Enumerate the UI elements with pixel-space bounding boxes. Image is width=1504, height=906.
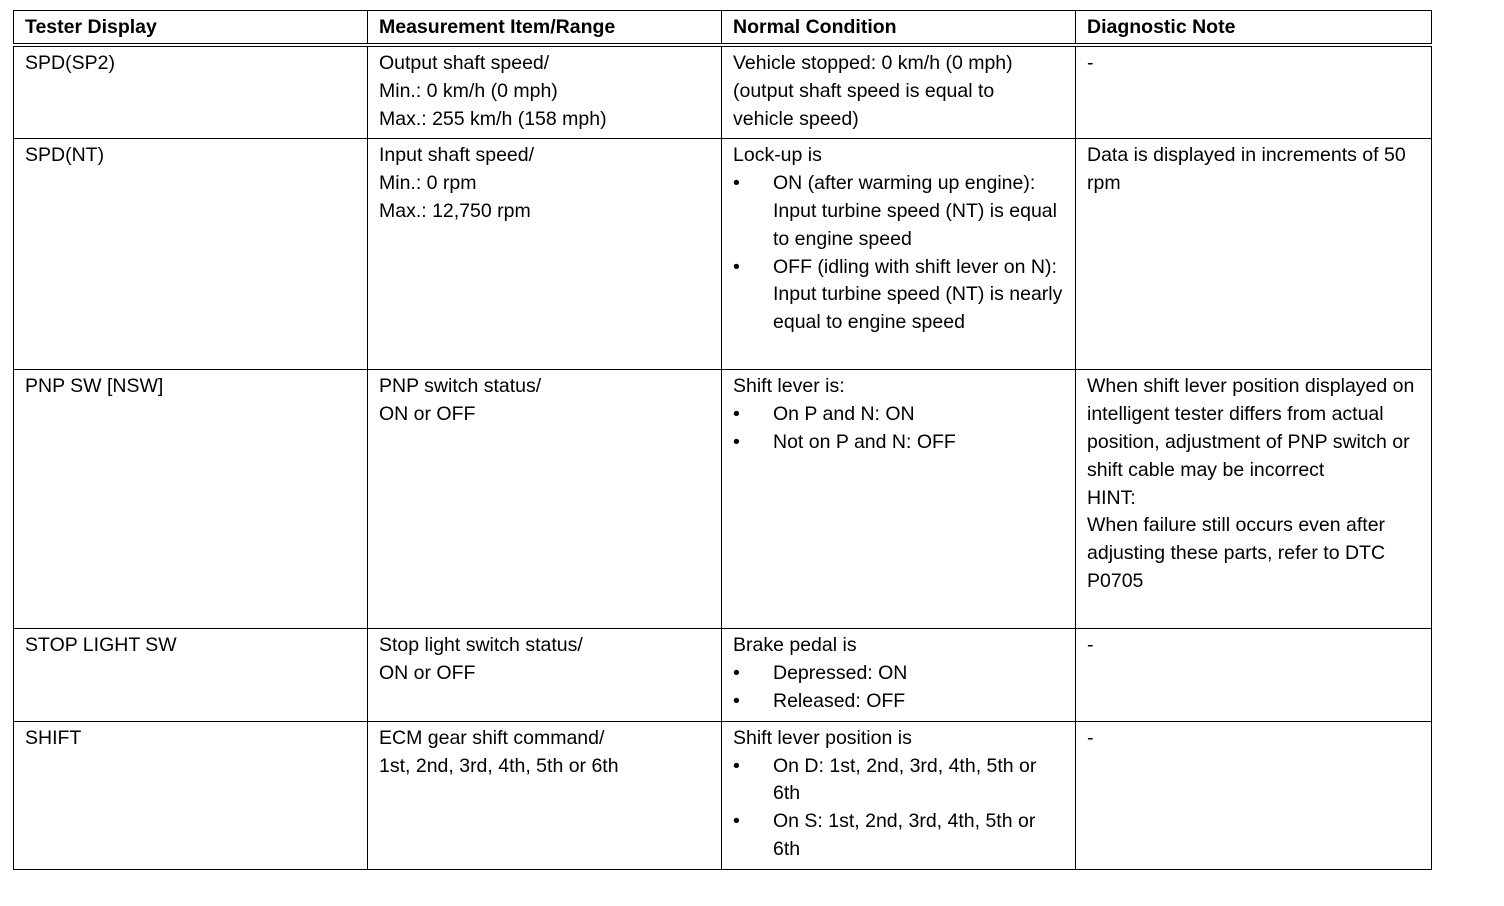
measurement-cell xyxy=(368,721,722,869)
tester-display-cell: STOP LIGHT SW xyxy=(14,629,368,721)
diagnostic-note-text: When shift lever position displayed on intelligent tester differs from actual position, adjustment of PNP switch or shift cable may be incorrect xyxy=(1087,375,1415,481)
normal-condition-list xyxy=(733,401,1065,457)
header-measurement-item: Measurement Item/Range xyxy=(368,11,722,46)
table-row xyxy=(14,139,1432,370)
bullet-icon: • xyxy=(733,689,740,712)
list-item: • On S: 1st, 2nd, 3rd, 4th, 5th or 6th xyxy=(733,810,1036,860)
list-item: • Not on P and N: OFF xyxy=(733,429,1065,457)
normal-condition-intro: Shift lever is: xyxy=(733,375,845,398)
normal-condition-cell xyxy=(722,629,1076,721)
list-item: • OFF (idling with shift lever on N): Input turbine speed (NT) is nearly equal to engine speed xyxy=(733,255,1063,334)
normal-condition-cell xyxy=(722,139,1076,370)
header-diagnostic-note: Diagnostic Note xyxy=(1076,11,1432,46)
bullet-icon: • xyxy=(733,255,740,278)
hint-label: HINT: xyxy=(1087,486,1136,509)
measurement-line: Max.: 12,750 rpm xyxy=(379,199,531,222)
list-item: • On P and N: ON xyxy=(733,401,1065,429)
measurement-line: ECM gear shift command/ xyxy=(379,726,605,749)
measurement-line: Stop light switch status/ xyxy=(379,634,583,657)
measurement-line: Input shaft speed/ xyxy=(379,144,535,167)
table-row xyxy=(14,721,1432,869)
tester-display-cell: SPD(NT) xyxy=(14,139,368,370)
data-list-table xyxy=(13,10,1432,870)
diagnostic-note-cell: - xyxy=(1076,45,1432,139)
diagnostic-note-cell xyxy=(1076,370,1432,629)
header-tester-display: Tester Display xyxy=(14,11,368,46)
tester-display-cell: SPD(SP2) xyxy=(14,45,368,139)
table-row xyxy=(14,45,1432,139)
list-item: • ON (after warming up engine): Input turbine speed (NT) is equal to engine speed xyxy=(733,172,1057,250)
header-normal-condition: Normal Condition xyxy=(722,11,1076,46)
bullet-icon: • xyxy=(733,662,740,685)
normal-condition-list xyxy=(733,660,1065,716)
bullet-icon: • xyxy=(733,172,740,195)
measurement-cell xyxy=(368,45,722,139)
measurement-line: ON or OFF xyxy=(379,662,476,685)
bullet-icon: • xyxy=(733,810,740,833)
measurement-cell xyxy=(368,629,722,721)
hint-text: When failure still occurs even after adjusting these parts, refer to DTC P0705 xyxy=(1087,514,1386,592)
normal-condition-cell xyxy=(722,370,1076,629)
bullet-icon: • xyxy=(733,754,740,777)
measurement-line: PNP switch status/ xyxy=(379,375,542,398)
diagnostic-note-cell: Data is displayed in increments of 50 rpm xyxy=(1076,139,1432,370)
normal-condition-intro: Shift lever position is xyxy=(733,726,912,749)
normal-condition-list xyxy=(733,753,1065,864)
measurement-cell xyxy=(368,139,722,370)
table-row xyxy=(14,370,1432,629)
list-item: • On D: 1st, 2nd, 3rd, 4th, 5th or 6th xyxy=(733,754,1037,805)
normal-condition-intro: Brake pedal is xyxy=(733,634,857,657)
diagnostic-note-cell: - xyxy=(1076,629,1432,721)
normal-condition-line: vehicle speed) xyxy=(733,107,859,130)
measurement-line: Output shaft speed/ xyxy=(379,52,550,74)
normal-condition-line: (output shaft speed is equal to xyxy=(733,79,995,102)
normal-condition-list xyxy=(733,170,1065,337)
normal-condition-cell xyxy=(722,721,1076,869)
header-row xyxy=(14,11,1432,46)
measurement-line: Min.: 0 km/h (0 mph) xyxy=(379,79,558,102)
list-item: • Depressed: ON xyxy=(733,660,1065,688)
measurement-line: Min.: 0 rpm xyxy=(379,172,477,195)
normal-condition-line: Vehicle stopped: 0 km/h (0 mph) xyxy=(733,52,1013,74)
normal-condition-cell xyxy=(722,45,1076,139)
bullet-icon: • xyxy=(733,430,740,453)
list-item: • Released: OFF xyxy=(733,688,1065,716)
tester-display-cell: PNP SW [NSW] xyxy=(14,370,368,629)
bullet-icon: • xyxy=(733,403,740,426)
tester-display-cell: SHIFT xyxy=(14,721,368,869)
table-row xyxy=(14,629,1432,721)
measurement-cell xyxy=(368,370,722,629)
measurement-line: 1st, 2nd, 3rd, 4th, 5th or 6th xyxy=(379,754,619,777)
diagnostic-note-cell: - xyxy=(1076,721,1432,869)
normal-condition-intro: Lock-up is xyxy=(733,144,822,167)
measurement-line: Max.: 255 km/h (158 mph) xyxy=(379,107,607,130)
measurement-line: ON or OFF xyxy=(379,403,476,426)
